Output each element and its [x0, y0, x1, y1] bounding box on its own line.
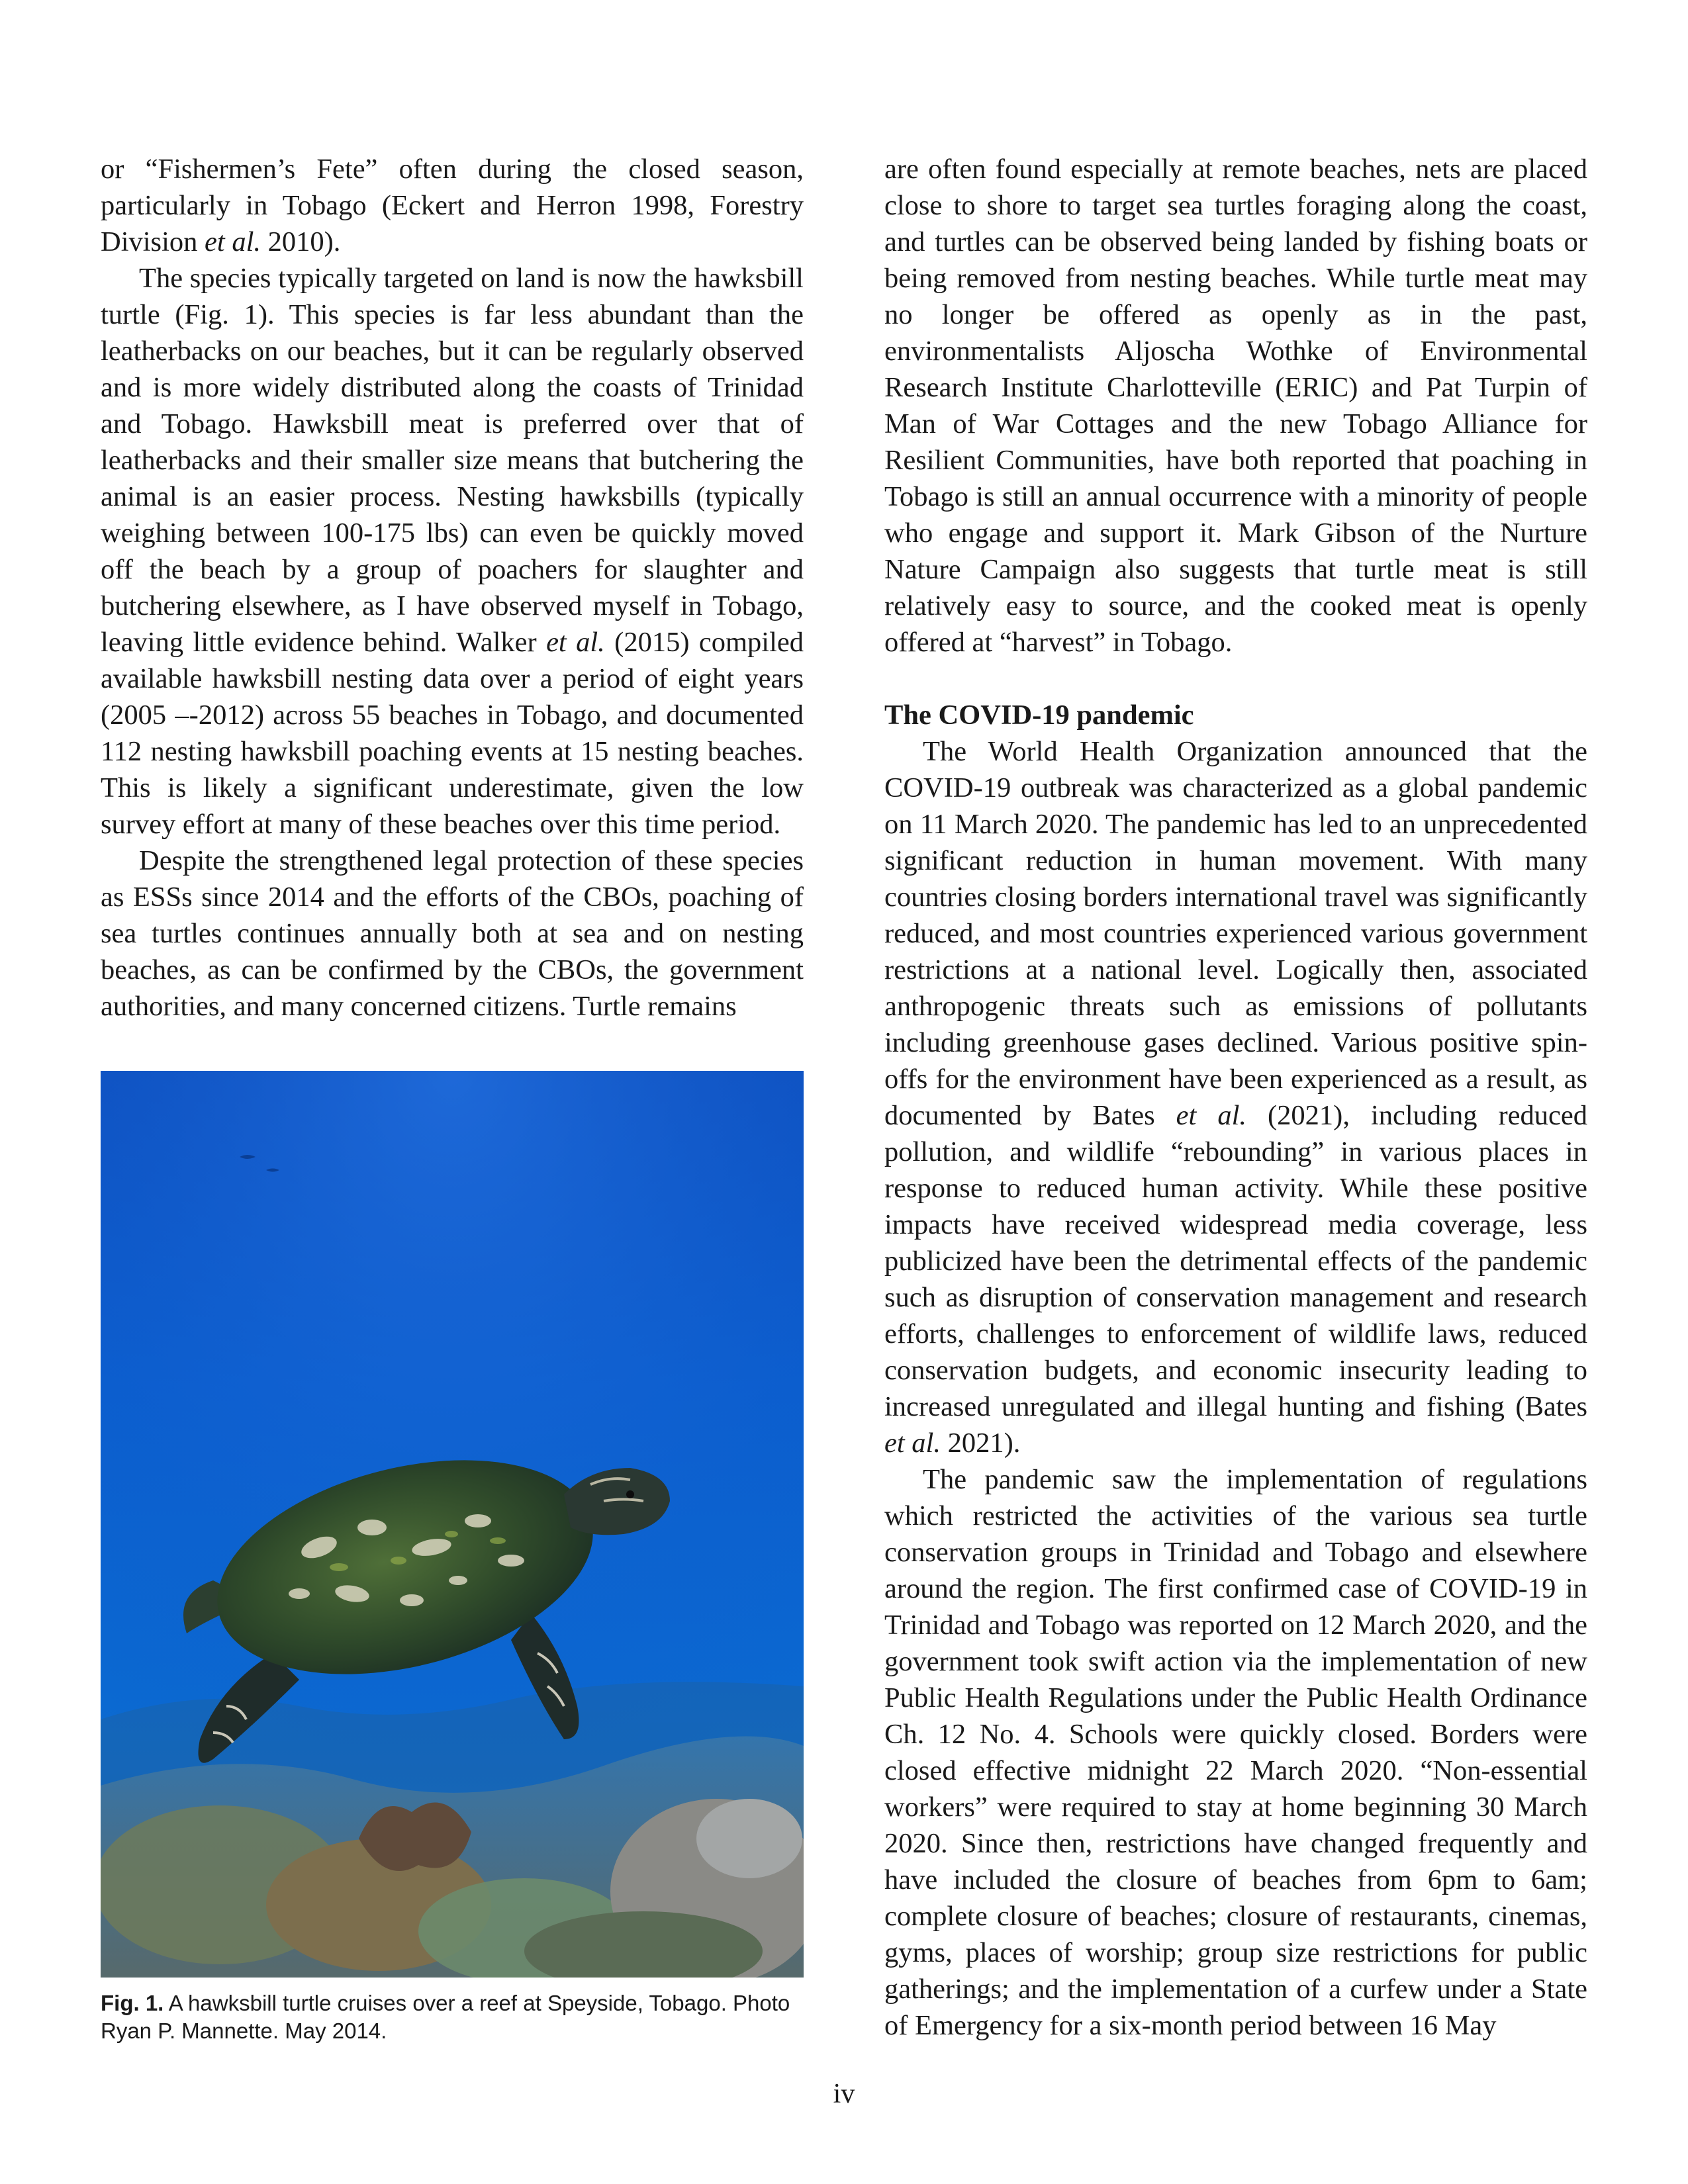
left-text-column [101, 151, 804, 1024]
paragraph: Despite the strengthened legal protection of these species as ESSs since 2014 and the efforts of the CBOs, poaching of sea turtles continues annually both at sea and on nesting beaches, as can be confirmed by the CBOs, the government authorities, and many concerned citizens. Turtle remains [101, 845, 804, 1022]
figure-caption: Fig. 1. A hawksbill turtle cruises over a reef at Speyside, Tobago. Photo Ryan P. Mannette. May 2014. [101, 1991, 790, 2043]
paragraph: The pandemic saw the implementation of regulations which restricted the activities of the various sea turtle conservation groups in Trinidad and Tobago and elsewhere around the region. The first confirmed case of COVID-19 in Trinidad and Tobago was reported on 12 March 2020, and the government took swift action via the implementation of new Public Health Regulations under the Public Health Ordinance Ch. 12 No. 4. Schools were quickly closed. Borders were closed effective midnight 22 March 2020. “Non-essential workers” were required to stay at home beginning 30 March 2020. Since then, restrictions have changed frequently and have included the closure of beaches from 6pm to 6am; complete closure of beaches; closure of restaurants, cinemas, gyms, places of worship; group size restrictions for public gatherings; and the implementation of a curfew under a State of Emergency for a six-month period between 16 May [884, 1464, 1587, 2041]
figure-label: Fig. 1. [101, 1991, 164, 2015]
figure-1 [101, 1071, 804, 2045]
paragraph: The species typically targeted on land is now the hawksbill turtle (Fig. 1). This species is far less abundant than the leatherbacks on our beaches, but it can be regularly observed and is more widely distributed along the coasts of Trinidad and Tobago. Hawksbill meat is preferred over that of leatherbacks and their smaller size means that butchering the animal is an easier process. Nesting hawksbills (typically weighing between 100-175 lbs) can even be quickly moved off the beach by a group of poachers for slaughter and butchering elsewhere, as I have observed myself in Tobago, leaving little evidence behind. Walker et al. (2015) compiled available hawksbill nesting data over a period of eight years (2005 –-2012) across 55 beaches in Tobago, and documented 112 nesting hawksbill poaching events at 15 nesting beaches. This is likely a significant underestimate, given the low survey effort at many of these beaches over this time period. [101, 263, 804, 840]
paragraph: The World Health Organization announced that the COVID-19 outbreak was characterized as a global pandemic on 11 March 2020. The pandemic has led to an unprecedented significant reduction in human movement. With many countries closing borders international travel was significantly reduced, and most countries experienced various government restrictions at a national level. Logically then, associated anthropogenic threats such as emissions of pollutants including greenhouse gases declined. Various positive spin-offs for the environment have been experienced as a result, as documented by Bates et al. (2021), including reduced pollution, and wildlife “rebounding” in various places in response to reduced human activity. While these positive impacts have received widespread media coverage, less publicized have been the detrimental effects of the pandemic such as disruption of conservation management and research efforts, challenges to enforcement of wildlife laws, reduced conservation budgets, and economic insecurity leading to increased unregulated and illegal hunting and fishing (Bates et al. 2021). [884, 736, 1587, 1459]
hawksbill-turtle-photo [101, 1071, 804, 1978]
paragraph: are often found especially at remote beaches, nets are placed close to shore to target sea turtles foraging along the coast, and turtles can be observed being landed by fishing boats or being removed from nesting beaches. While turtle meat may no longer be offered as openly as in the past, environmentalists Aljoscha Wothke of Environmental Research Institute Charlotteville (ERIC) and Pat Turpin of Man of War Cottages and the new Tobago Alliance for Resilient Communities, have both reported that poaching in Tobago is still an annual occurrence with a minority of people who engage and support it. Mark Gibson of the Nurture Nature Campaign also suggests that turtle meat is still relatively easy to source, and the cooked meat is openly offered at “harvest” in Tobago. [884, 154, 1587, 658]
page-number: iv [833, 2079, 855, 2109]
section-heading: The COVID-19 pandemic [884, 700, 1194, 731]
paragraph: or “Fishermen’s Fete” often during the closed season, particularly in Tobago (Eckert and Herron 1998, Forestry Division et al. 2010). [101, 154, 804, 257]
right-text-column [884, 151, 1587, 2044]
